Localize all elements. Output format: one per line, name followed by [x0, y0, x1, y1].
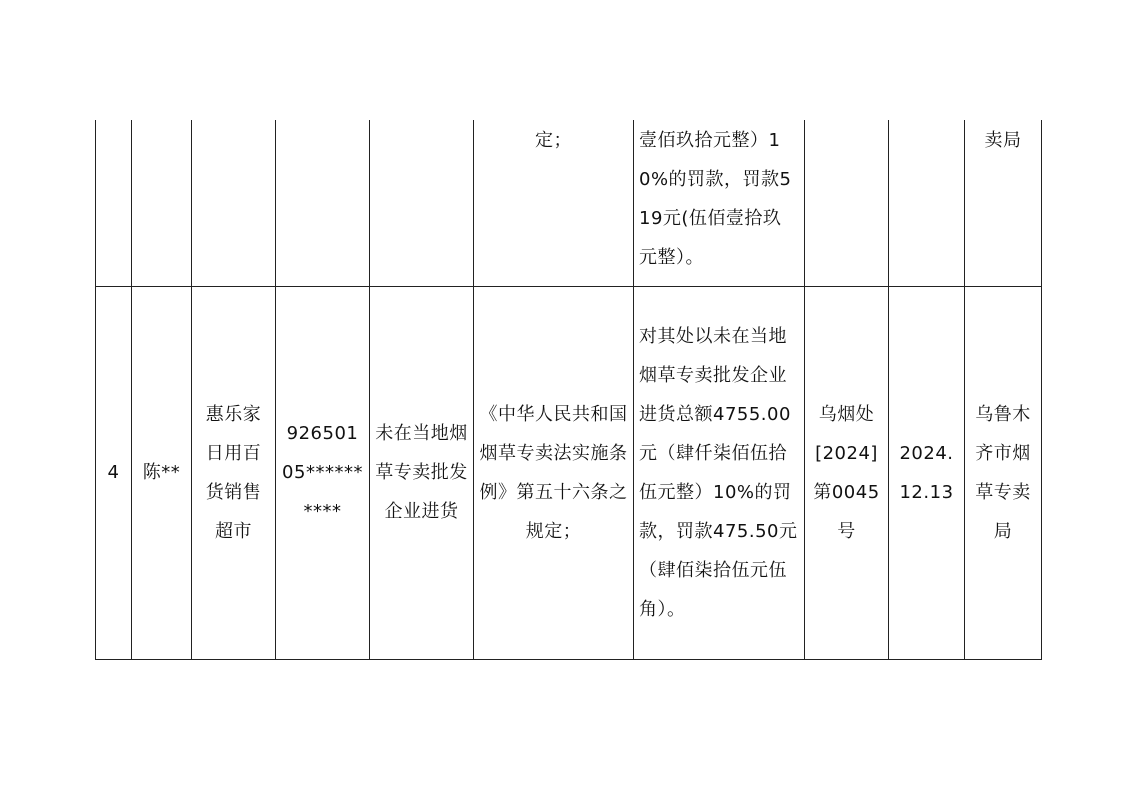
- cell-content: [634, 120, 805, 286]
- cell-basis: [474, 120, 634, 286]
- cell-doc-no: 乌烟处[2024]第0045号: [805, 286, 889, 659]
- cell-date: [889, 120, 965, 286]
- cell-authority: 乌鲁木齐市烟草专卖局: [965, 286, 1042, 659]
- penalty-content-text: 壹佰玖拾元整）10%的罚款，罚款519元(伍佰壹拾玖元整）。: [639, 130, 792, 268]
- basis-text: 定；: [535, 130, 572, 151]
- cell-no: 4: [96, 286, 132, 659]
- table-row-4: [96, 286, 1042, 659]
- cell-name: [132, 120, 192, 286]
- cell-content: 对其处以未在当地烟草专卖批发企业进货总额4755.00元（肆仟柒佰伍拾伍元整）10%的罚款，罚款475.50元（肆佰柒拾伍元伍角）。: [634, 286, 805, 659]
- cell-violation: [370, 120, 474, 286]
- cell-company: 惠乐家日用百货销售超市: [192, 286, 276, 659]
- cell-authority: [965, 120, 1042, 286]
- cell-doc-no: [805, 120, 889, 286]
- penalty-table: [95, 120, 1042, 660]
- authority-text: 卖局: [984, 130, 1022, 151]
- cell-name: 陈**: [132, 286, 192, 659]
- cell-basis: 《中华人民共和国烟草专卖法实施条例》第五十六条之规定；: [474, 286, 634, 659]
- cell-violation: 未在当地烟草专卖批发企业进货: [370, 286, 474, 659]
- cell-credit-code: 92650105**********: [276, 286, 370, 659]
- cell-credit-code: [276, 120, 370, 286]
- cell-company: [192, 120, 276, 286]
- cell-no: [96, 120, 132, 286]
- table-row-continued: [96, 120, 1042, 286]
- cell-date: 2024.12.13: [889, 286, 965, 659]
